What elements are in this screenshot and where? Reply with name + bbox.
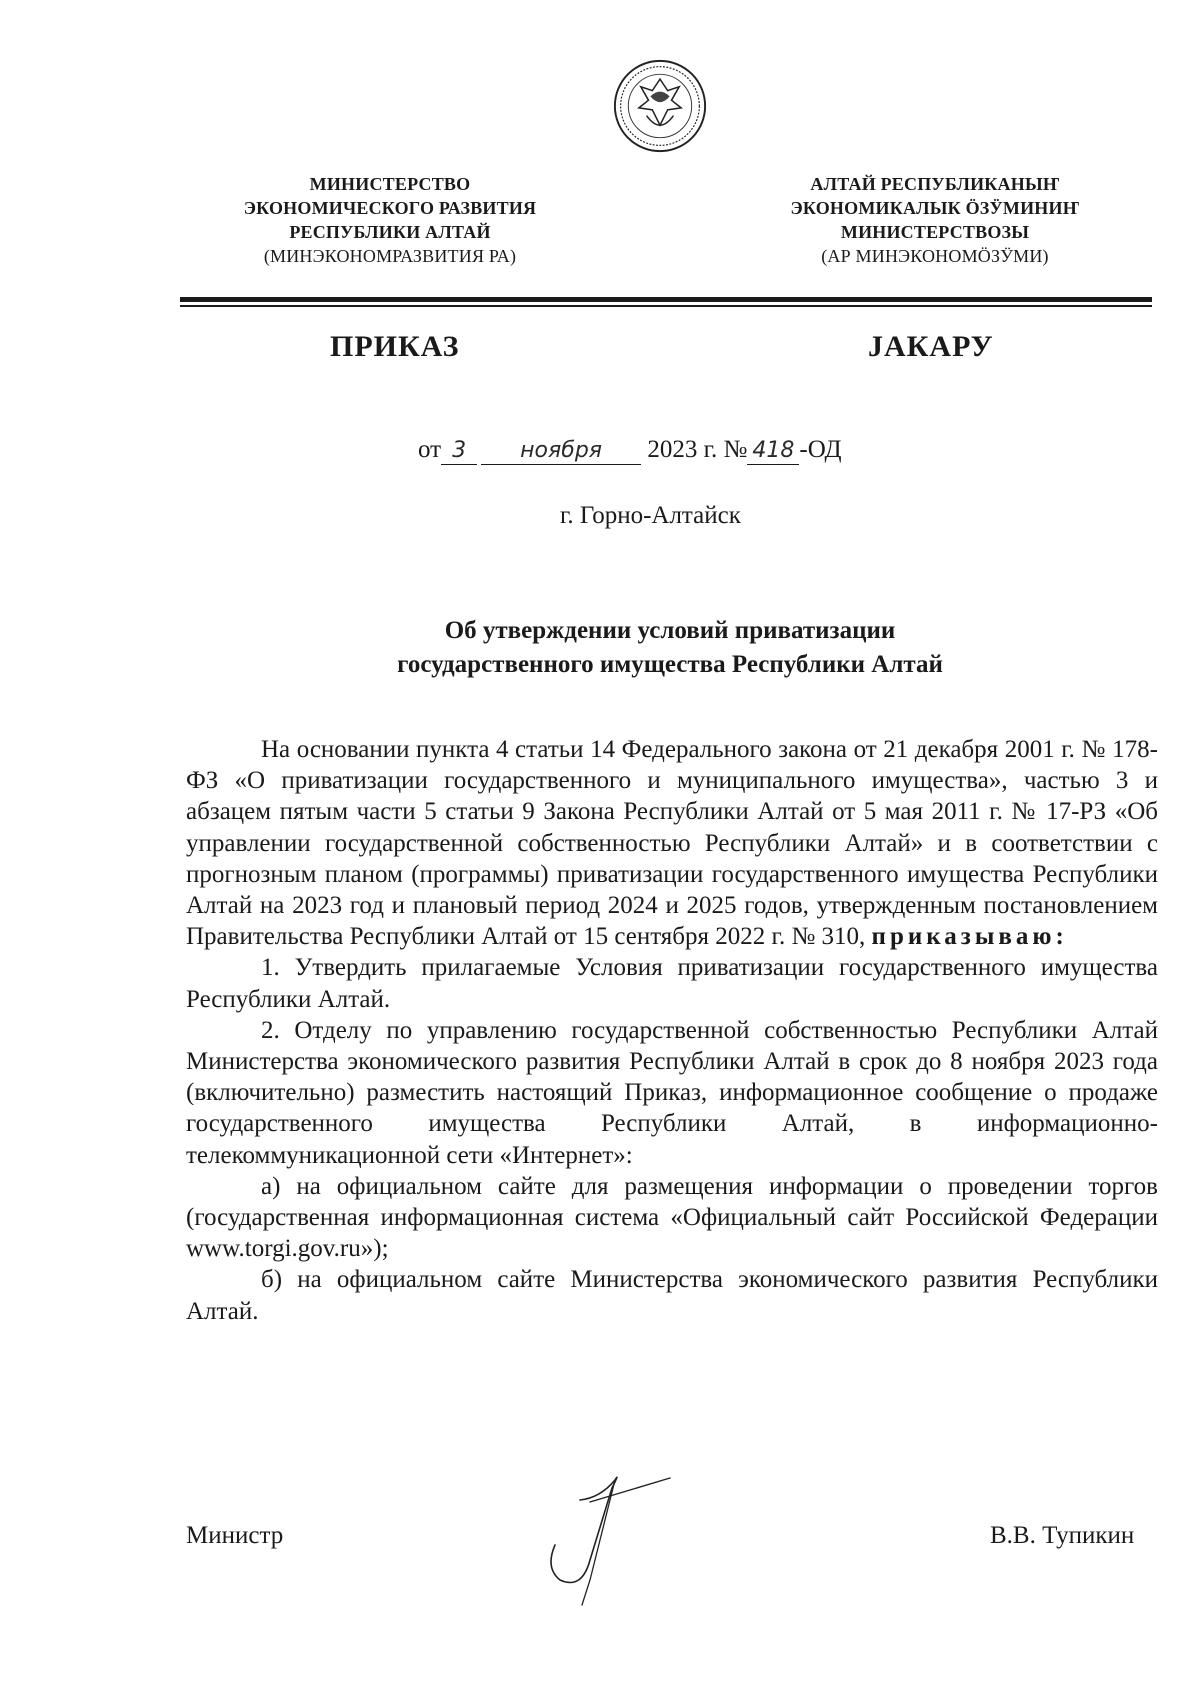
body-paragraph-item1: 1. Утвердить прилагаемые Условия приватизации государственного имущества Республики Алтай. bbox=[186, 954, 1158, 1013]
signatory-position: Министр bbox=[186, 1522, 284, 1549]
body-paragraph-item2: 2. Отделу по управлению государственной собственностью Республики Алтай Министерства экономического развития Республики Алтай в срок до 8 ноября 2023 года (включительно) разместить настоящий Приказ, информационное сообщение о продаже государственного имущества Республики Алтай, в информационно-телекоммуникационной сети «Интернет»: bbox=[186, 1016, 1158, 1169]
dateline-number: 418 bbox=[752, 438, 795, 463]
header-left-line3: РЕСПУБЛИКИ АЛТАЙ bbox=[289, 222, 491, 242]
body-paragraph-preamble bbox=[186, 734, 1158, 952]
header-left-line2: ЭКОНОМИЧЕСКОГО РАЗВИТИЯ bbox=[243, 198, 537, 218]
header-divider-thin bbox=[180, 305, 1152, 307]
dateline-day: 3 bbox=[452, 438, 467, 463]
header-left-line4: (МИНЭКОНОМРАЗВИТИЯ РА) bbox=[263, 246, 517, 266]
ministry-header-altai bbox=[745, 172, 1125, 268]
coat-of-arms-emblem-icon bbox=[612, 58, 708, 154]
header-right-line4: (АР МИНЭКОНОМÖЗӰМИ) bbox=[821, 246, 1049, 266]
dateline-year: 2023 г. № bbox=[647, 436, 748, 463]
dateline-month: ноября bbox=[520, 438, 603, 463]
doc-type-altai: ЈАКАРУ bbox=[868, 330, 994, 363]
order-dateline bbox=[418, 436, 842, 465]
document-body bbox=[186, 734, 1158, 1327]
signatory-name: В.В. Тупикин bbox=[990, 1522, 1135, 1549]
city-line: г. Горно-Алтайск bbox=[560, 502, 741, 529]
order-keyword: приказываю: bbox=[871, 923, 1068, 951]
ministry-header-russian bbox=[200, 172, 580, 268]
document-title bbox=[300, 614, 1040, 682]
body-paragraph-item2b: б) на официальном сайте Министерства экономического развития Республики Алтай. bbox=[186, 1266, 1158, 1325]
preamble-text: На основании пункта 4 статьи 14 Федерального закона от 21 декабря 2001 г. № 178-ФЗ «О приватизации государственного и муниципального имущества», частью 3 и абзацем пятым части 5 статьи 9 Закона Республики Алтай от 5 мая 2011 г. № 17-РЗ «Об управлении государственной собственностью Республики Алтай» и в соответствии с прогнозным планом (программы) приватизации государственного имущества Республики Алтай на 2023 год и плановый период 2024 и 2025 годов, утвержденным постановлением Правительства Республики Алтай от 15 сентября 2022 г. № 310, bbox=[186, 736, 1158, 951]
title-line1: Об утверждении условий приватизации bbox=[444, 617, 896, 644]
title-line2: государственного имущества Республики Алтай bbox=[397, 651, 943, 678]
doc-type-russian: ПРИКАЗ bbox=[330, 330, 460, 363]
header-left-line1: МИНИСТЕРСТВО bbox=[309, 174, 471, 194]
header-divider-thick bbox=[180, 297, 1152, 302]
header-right-line3: МИНИСТЕРСТВОЗЫ bbox=[840, 222, 1030, 242]
body-paragraph-item2a: а) на официальном сайте для размещения информации о проведении торгов (государственная информационная система «Официальный сайт Российской Федерации www.torgi.gov.ru»); bbox=[186, 1172, 1158, 1263]
handwritten-signature bbox=[520, 1440, 690, 1610]
dateline-suffix: -ОД bbox=[799, 436, 842, 463]
dateline-prefix: от bbox=[418, 436, 442, 463]
header-right-line1: АЛТАЙ РЕСПУБЛИКАНЫҤ bbox=[810, 174, 1060, 194]
header-right-line2: ЭКОНОМИКАЛЫК ÖЗӰМИНИҤ bbox=[790, 198, 1080, 218]
